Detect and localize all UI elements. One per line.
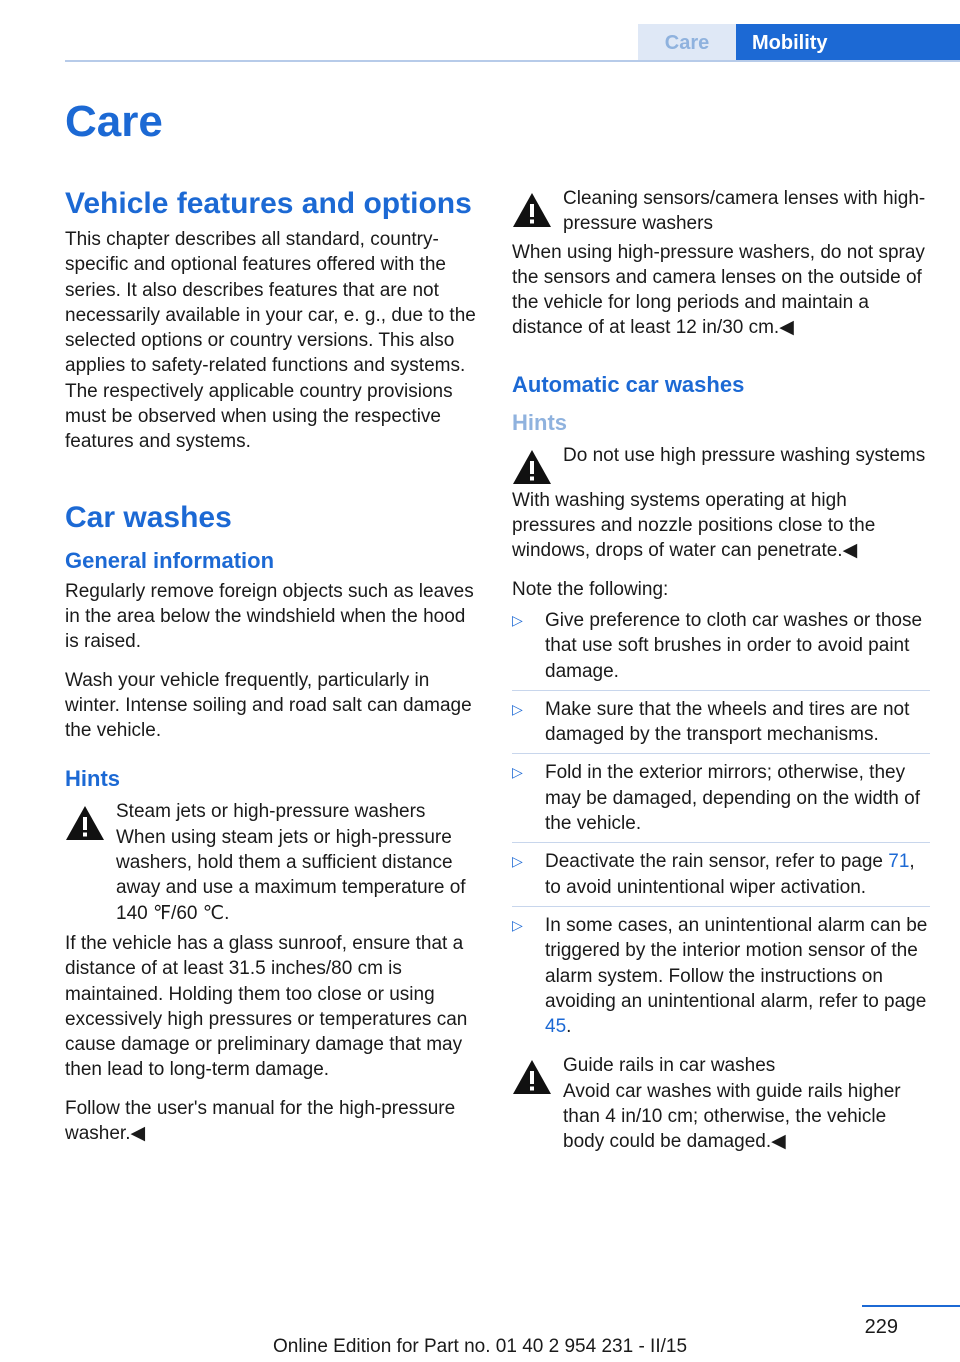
warning-title: Steam jets or high-pressure washers bbox=[116, 801, 426, 823]
hints-heading-right: Hints bbox=[512, 409, 567, 435]
list-item: ▷ Fold in the exterior mirrors; otherwise, they may be damaged, depending on the width of the vehicle. bbox=[512, 760, 930, 843]
list-item: ▷ In some cases, an unintentional alarm can be triggered by the interior motion sensor of the alarm system. Follow the instructions on avoiding an unintentional alarm, refer to page 45. bbox=[512, 914, 928, 1038]
general-information-heading: General information bbox=[65, 547, 275, 573]
triangle-right-icon: ▷ bbox=[512, 764, 523, 781]
warning-triangle-icon bbox=[512, 192, 552, 228]
triangle-right-icon: ▷ bbox=[512, 916, 523, 933]
warning-title: Cleaning sensors/camera lenses with high-pressure washers bbox=[563, 188, 926, 235]
header-tabs bbox=[638, 24, 960, 62]
note-text: Note the following: bbox=[512, 578, 669, 600]
automatic-car-washes-heading: Automatic car washes bbox=[512, 371, 745, 397]
warning-cleaning-sensors bbox=[512, 186, 930, 237]
warning-title: Guide rails in car washes bbox=[563, 1055, 776, 1077]
warning-title: Do not use high pressure washing systems bbox=[563, 444, 926, 466]
general-information-text-1: Regularly remove foreign objects such as leaves in the area below the windshield when the hood is raised. bbox=[65, 580, 474, 653]
general-information-text-2: Wash your vehicle frequently, particularly in winter. Intense soiling and road salt can damage the vehicle. bbox=[65, 669, 472, 742]
warning-steam-jets bbox=[65, 799, 480, 925]
triangle-right-icon: ▷ bbox=[512, 611, 523, 628]
triangle-right-icon: ▷ bbox=[512, 853, 523, 870]
warning-text: Avoid car washes with guide rails higher than 4 in/10 cm; otherwise, the vehicle body could be damaged.◀ bbox=[563, 1080, 901, 1153]
sunroof-text: If the vehicle has a glass sunroof, ensure that a distance of at least 31.5 inches/80 cm is maintained. Holding them too close or using excessively high pressures or temperatures can cause damage or preliminary damage that may then lead to long-term damage. bbox=[65, 932, 468, 1081]
bullet-list bbox=[512, 608, 930, 1045]
left-column bbox=[65, 185, 480, 1159]
warning-high-pressure bbox=[512, 443, 930, 483]
page-link-71[interactable]: 71 bbox=[888, 851, 910, 873]
hints-heading-left: Hints bbox=[65, 766, 120, 792]
footer-rule bbox=[862, 1305, 960, 1307]
right-column bbox=[512, 186, 930, 1160]
list-item: ▷ Give preference to cloth car washes or those that use soft brushes in order to avoid paint damage. bbox=[512, 608, 930, 691]
edition-text: Online Edition for Part no. 01 40 2 954 231 - II/15 bbox=[272, 1336, 688, 1357]
warning-triangle-icon bbox=[512, 1059, 552, 1095]
warning-text: When using steam jets or high-pressure washers, hold them a sufficient distance away and use a maximum temperature of 140 ℉/60 ℃. bbox=[116, 826, 466, 924]
triangle-right-icon: ▷ bbox=[512, 700, 523, 717]
warning-text: With washing systems operating at high pressures and nozzle positions close to the windows, drops of water can penetrate.◀ bbox=[512, 489, 876, 562]
manual-text: Follow the user's manual for the high-pressure washer.◀ bbox=[65, 1097, 456, 1145]
tab-care[interactable]: Care bbox=[638, 24, 736, 62]
header-rule bbox=[65, 60, 960, 62]
page-link-45[interactable]: 45 bbox=[545, 1016, 567, 1038]
vehicle-features-text: This chapter describes all standard, country-specific and optional features offered with the series. It also describes features that are not necessarily available in your car, e. g., due to the selected options or country versions. This also applies to safety-related functions and systems. The respectively applicable country provisions must be observed when using the respective features and systems. bbox=[65, 229, 476, 453]
car-washes-heading: Car washes bbox=[65, 500, 232, 534]
warning-guide-rails bbox=[512, 1053, 930, 1154]
tab-mobility[interactable]: Mobility bbox=[736, 24, 960, 62]
warning-text: When using high-pressure washers, do not spray the sensors and camera lenses on the outside of the vehicle for long periods and maintain a distance of at least 12 in/30 cm.◀ bbox=[512, 241, 925, 339]
page-number: 229 bbox=[864, 1316, 898, 1338]
warning-triangle-icon bbox=[512, 449, 552, 485]
list-item: ▷ Deactivate the rain sensor, refer to page 71, to avoid unintentional wiper activation. bbox=[512, 849, 930, 907]
vehicle-features-heading: Vehicle features and options bbox=[65, 187, 472, 220]
chapter-title: Care bbox=[65, 97, 163, 146]
list-item: ▷ Make sure that the wheels and tires are not damaged by the transport mechanisms. bbox=[512, 697, 930, 755]
warning-triangle-icon bbox=[65, 805, 105, 841]
